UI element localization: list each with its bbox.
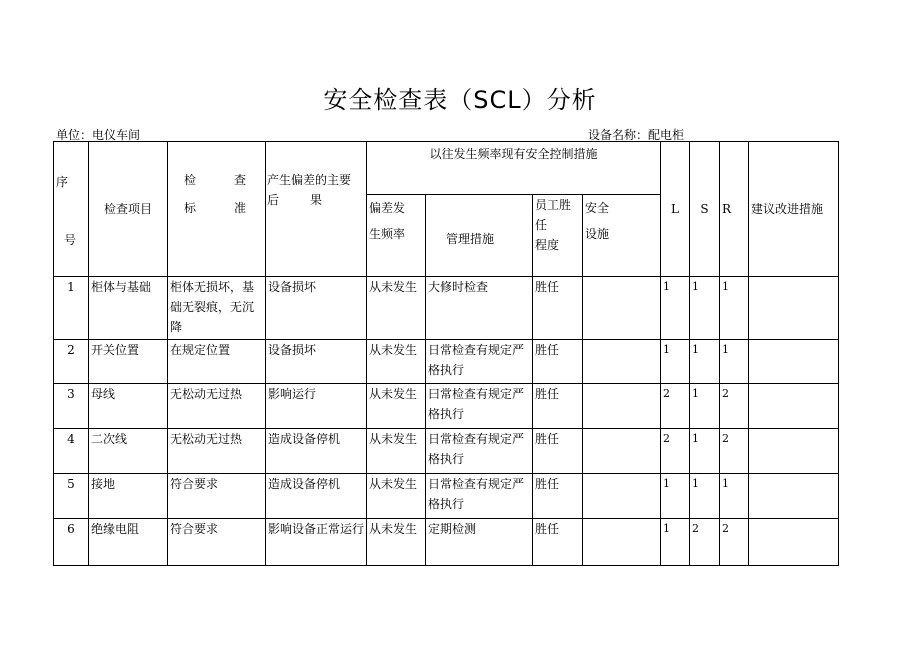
- header-standard-3: 标: [184, 201, 197, 215]
- header-competence: [533, 195, 583, 277]
- row-suggest: [749, 277, 839, 340]
- row-item: 二次线: [89, 429, 168, 474]
- header-consequence-3: 果: [310, 193, 323, 207]
- row-management: 大修时检查: [426, 277, 533, 340]
- header-row-1: [54, 142, 839, 195]
- row-management: 曰常检查有规定严格执行: [426, 384, 533, 429]
- row-standard: 无松动无过热: [168, 384, 266, 429]
- header-R: R: [720, 142, 749, 277]
- header-seq: [54, 142, 89, 277]
- header-suggest: 建议改进措施: [749, 142, 839, 277]
- header-management: [426, 195, 533, 277]
- header-competence-2: 程度: [535, 238, 560, 252]
- row-consequence: 造成设备停机: [266, 474, 367, 519]
- row-consequence: 设备损坏: [266, 340, 367, 384]
- row-facility: [583, 277, 661, 340]
- row-suggest: [749, 519, 839, 566]
- row-suggest: [749, 340, 839, 384]
- row-item: 柜体与基础: [89, 277, 168, 340]
- row-R: 2: [720, 384, 749, 429]
- table-row: [54, 429, 839, 474]
- row-consequence: 造成设备停机: [266, 429, 367, 474]
- row-freq: 从未发生: [367, 474, 426, 519]
- row-S: 1: [690, 340, 720, 384]
- table-row: [54, 384, 839, 429]
- header-freq: [367, 195, 426, 277]
- row-facility: [583, 519, 661, 566]
- header-L: L: [661, 142, 690, 277]
- header-facility-1: 安全: [585, 201, 610, 215]
- header-consequence-2: 后: [267, 193, 280, 207]
- row-standard: 在规定位置: [168, 340, 266, 384]
- row-suggest: [749, 429, 839, 474]
- row-L: 1: [661, 277, 690, 340]
- row-facility: [583, 429, 661, 474]
- row-freq: 从未发生: [367, 519, 426, 566]
- row-L: 2: [661, 429, 690, 474]
- row-item: 绝缘电阻: [89, 519, 168, 566]
- row-L: 1: [661, 340, 690, 384]
- page-title: 安全检查表（SCL）分析: [323, 86, 597, 114]
- header-item: 检查项目: [89, 142, 168, 277]
- table-row: [54, 340, 839, 384]
- row-consequence: 影响设备正常运行: [266, 519, 367, 566]
- header-standard-2: 查: [234, 173, 247, 187]
- row-R: 1: [720, 277, 749, 340]
- row-management: 定期检测: [426, 519, 533, 566]
- header-competence-1: 员工胜任: [535, 198, 572, 232]
- header-standard-4: 准: [234, 201, 247, 215]
- header-seq-2: 号: [64, 233, 77, 247]
- row-item: 接地: [89, 474, 168, 519]
- row-S: 1: [690, 429, 720, 474]
- table-row: [54, 277, 839, 340]
- row-consequence: 影响运行: [266, 384, 367, 429]
- row-standard: 符合要求: [168, 474, 266, 519]
- row-no: 4: [54, 429, 89, 474]
- row-no: 5: [54, 474, 89, 519]
- row-consequence: 设备损坏: [266, 277, 367, 340]
- row-S: 1: [690, 384, 720, 429]
- row-facility: [583, 384, 661, 429]
- table-row: [54, 474, 839, 519]
- header-management-label: 管理措施: [446, 232, 495, 246]
- equipment-label: 设备名称：配电柜: [588, 128, 685, 142]
- row-competence: 胜任: [533, 340, 583, 384]
- header-facility-2: 设施: [585, 227, 610, 241]
- row-freq: 从未发生: [367, 340, 426, 384]
- row-suggest: [749, 474, 839, 519]
- row-L: 1: [661, 474, 690, 519]
- row-freq: 从未发生: [367, 277, 426, 340]
- row-competence: 胜任: [533, 474, 583, 519]
- header-facility: [583, 195, 661, 277]
- row-standard: 无松动无过热: [168, 429, 266, 474]
- row-L: 2: [661, 384, 690, 429]
- row-no: 6: [54, 519, 89, 566]
- row-management: 日常检查有规定严格执行: [426, 429, 533, 474]
- row-L: 1: [661, 519, 690, 566]
- row-no: 1: [54, 277, 89, 340]
- row-S: 1: [690, 277, 720, 340]
- row-competence: 胜任: [533, 429, 583, 474]
- row-R: 1: [720, 340, 749, 384]
- row-competence: 胜任: [533, 277, 583, 340]
- header-S: S: [690, 142, 720, 277]
- row-management: 日常检查有规定严格执行: [426, 474, 533, 519]
- row-facility: [583, 340, 661, 384]
- header-freq-2: 生频率: [369, 227, 406, 241]
- unit-label: 单位：电仪车间: [56, 128, 141, 142]
- scl-table: [53, 141, 839, 566]
- row-item: 母线: [89, 384, 168, 429]
- row-standard: 柜体无损坏，基础无裂痕，无沉降: [168, 277, 266, 340]
- row-S: 1: [690, 474, 720, 519]
- row-R: 2: [720, 429, 749, 474]
- row-item: 开关位置: [89, 340, 168, 384]
- header-freq-1: 偏差发: [369, 201, 406, 215]
- row-management: 日常检查有规定严格执行: [426, 340, 533, 384]
- row-suggest: [749, 384, 839, 429]
- row-no: 3: [54, 384, 89, 429]
- header-consequence: [266, 142, 367, 277]
- row-freq: 从未发生: [367, 384, 426, 429]
- row-R: 2: [720, 519, 749, 566]
- table-row: [54, 519, 839, 566]
- header-group: 以往发生频率现有安全控制措施: [367, 142, 661, 195]
- header-seq-1: 序: [56, 175, 69, 189]
- header-standard-1: 检: [184, 173, 197, 187]
- row-freq: 从未发生: [367, 429, 426, 474]
- header-standard: [168, 142, 266, 277]
- row-competence: 胜任: [533, 519, 583, 566]
- row-competence: 胜任: [533, 384, 583, 429]
- row-facility: [583, 474, 661, 519]
- row-R: 1: [720, 474, 749, 519]
- header-consequence-1: 产生偏差的主要: [267, 173, 352, 187]
- row-S: 2: [690, 519, 720, 566]
- row-standard: 符合要求: [168, 519, 266, 566]
- row-no: 2: [54, 340, 89, 384]
